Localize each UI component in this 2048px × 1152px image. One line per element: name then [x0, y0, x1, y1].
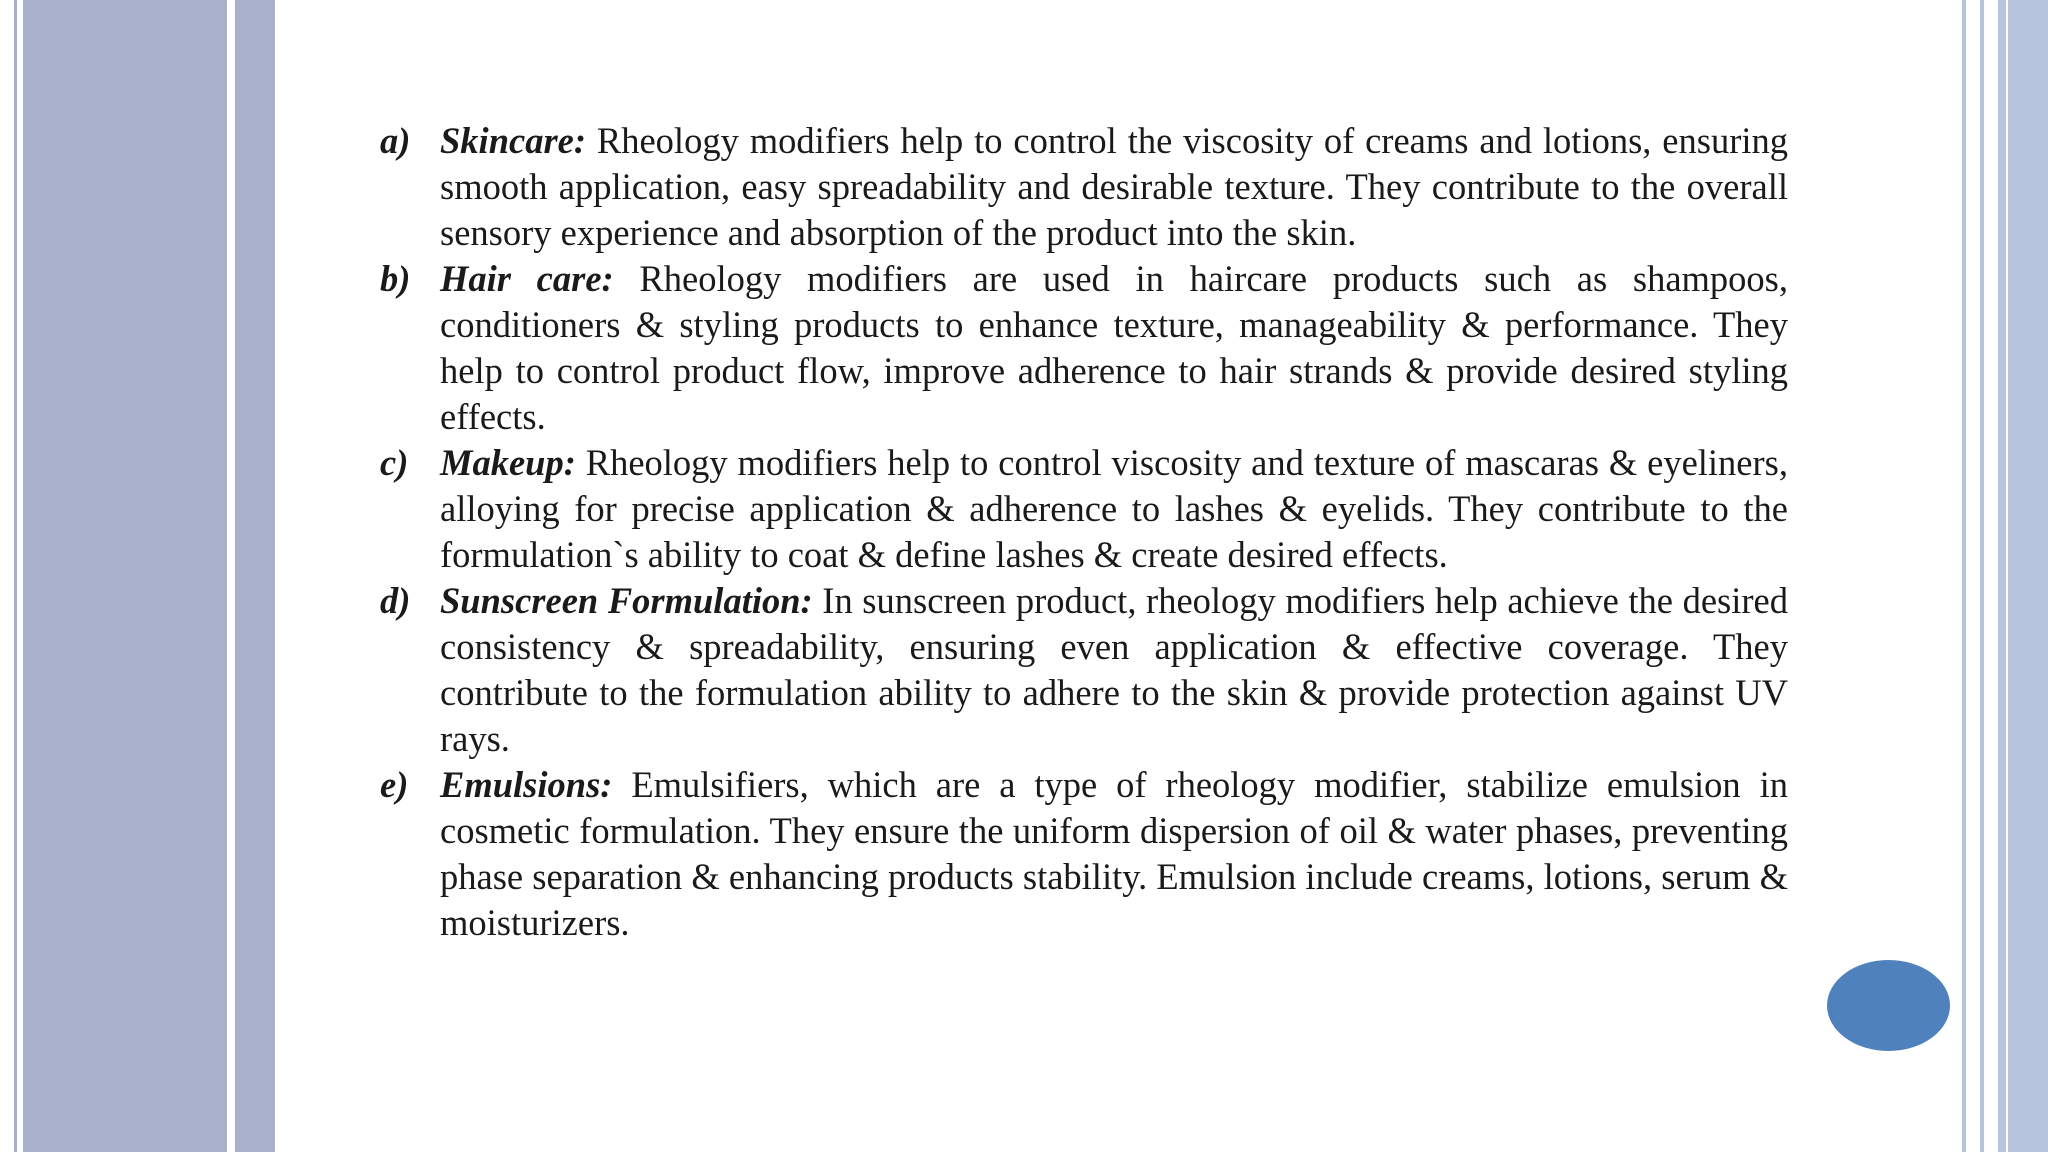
list-term: Makeup: [440, 442, 576, 483]
list-text: Rheology modifiers are used in haircare products such as shampoos, conditioners & styling products to enhance texture, manageability & performance. They help to control product flow, improve adherence to hair strands & provide desired styling effects. [440, 258, 1789, 437]
list-text: Rheology modifiers help to control the viscosity of creams and lotions, ensuring smooth application, easy spreadability and desirable texture. They contribute to the overall sensory experience and absorption of the product into the skin. [440, 120, 1788, 253]
right-band-line [2006, 0, 2008, 1152]
list-marker: c) [380, 442, 409, 483]
list-item [380, 118, 1788, 256]
left-band-gap [227, 0, 235, 1152]
list-item [380, 440, 1788, 578]
list-marker: b) [380, 258, 411, 299]
list-term: Sunscreen Formulation: [440, 580, 813, 621]
list-item [380, 762, 1788, 946]
right-band-gap [1984, 0, 1998, 1152]
list-text: Rheology modifiers help to control viscosity and texture of mascaras & eyeliners, alloying for precise application & adherence to lashes & eyelids. They contribute to the formulation`s ability to coat & define lashes & create desired effects. [440, 442, 1788, 575]
list-marker: d) [380, 580, 411, 621]
bullet-list [380, 118, 1788, 946]
list-marker: e) [380, 764, 409, 805]
list-text: Emulsifiers, which are a type of rheology modifier, stabilize emulsion in cosmetic formulation. They ensure the uniform dispersion of oil & water phases, preventing phase separation & enhancing products stability. Emulsion include creams, lotions, serum & moisturizers. [440, 764, 1788, 943]
list-term: Hair care: [440, 258, 614, 299]
left-band-wide-stripe [23, 0, 227, 1152]
left-band-inner-stripe [235, 0, 275, 1152]
right-band-gap [1966, 0, 1980, 1152]
left-band-edge [0, 0, 14, 1152]
decorative-circle [1827, 960, 1950, 1051]
list-item [380, 578, 1788, 762]
list-term: Emulsions: [440, 764, 613, 805]
list-item [380, 256, 1788, 440]
list-marker: a) [380, 120, 411, 161]
list-text: In sunscreen product, rheology modifiers help achieve the desired consistency & spreadability, ensuring even application & effective coverage. They contribute to the formulation ability to adhere to the skin & provide protection against UV rays. [440, 580, 1788, 759]
list-term: Skincare: [440, 120, 586, 161]
